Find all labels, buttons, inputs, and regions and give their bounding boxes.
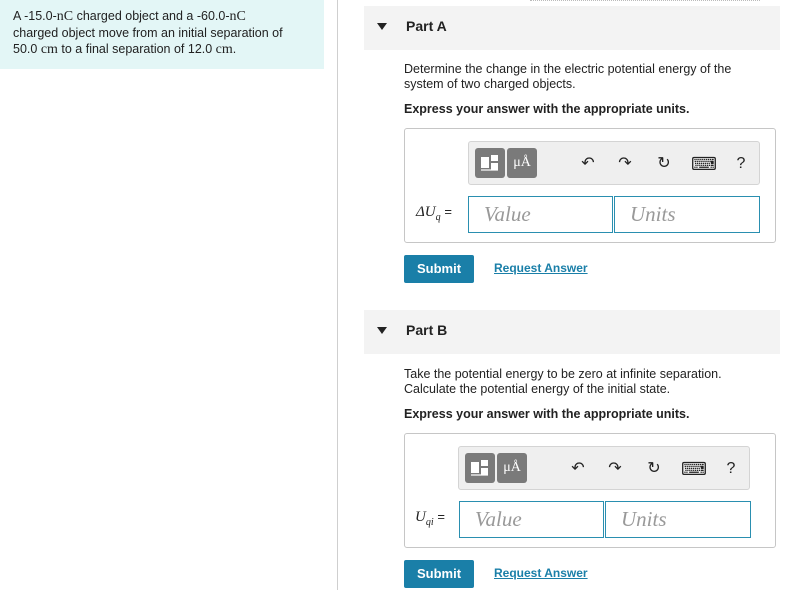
redo-icon[interactable]: ↷ xyxy=(618,155,632,172)
problem-text: 50.0 xyxy=(13,42,41,56)
part-b-header[interactable] xyxy=(364,310,780,354)
units-icon[interactable]: μÅ xyxy=(507,148,537,178)
unit-cm: cm xyxy=(40,42,58,57)
part-a-instruction: Express your answer with the appropriate units. xyxy=(404,102,690,116)
redo-icon[interactable]: ↷ xyxy=(608,460,622,477)
part-a-question: Determine the change in the electric potential energy of the system of two charged objects. xyxy=(404,62,732,91)
problem-text: to a final separation of 12.0 xyxy=(57,42,216,56)
part-b-instruction: Express your answer with the appropriate units. xyxy=(404,407,690,421)
equals-sign: = xyxy=(444,204,452,219)
part-a-lhs xyxy=(416,204,452,223)
part-b-lhs xyxy=(415,509,445,528)
value-input[interactable]: Value xyxy=(468,196,613,233)
problem-text: charged object move from an initial separation of xyxy=(13,26,283,40)
template-icon[interactable] xyxy=(465,453,495,483)
undo-icon[interactable]: ↶ xyxy=(581,155,595,172)
reset-icon[interactable]: ↻ xyxy=(657,155,671,172)
part-a-header[interactable] xyxy=(364,6,780,50)
request-answer-link[interactable]: Request Answer xyxy=(494,261,588,275)
unit-nc: nC xyxy=(229,9,246,24)
units-input[interactable]: Units xyxy=(614,196,760,233)
keyboard-icon[interactable]: ⌨ xyxy=(691,154,717,174)
problem-text: A -15.0- xyxy=(13,9,57,23)
keyboard-icon[interactable]: ⌨ xyxy=(681,459,707,479)
lhs-subscript: q xyxy=(435,212,441,223)
cropped-top-content xyxy=(530,0,760,4)
panel-divider xyxy=(337,0,338,590)
lhs-subscript: qi xyxy=(425,517,434,528)
problem-text: charged object and a -60.0- xyxy=(73,9,230,23)
lhs-symbol: U xyxy=(415,509,426,525)
template-icon[interactable] xyxy=(475,148,505,178)
help-icon[interactable]: ? xyxy=(736,155,746,172)
part-a-toolbar xyxy=(468,141,760,185)
part-a-answer-box xyxy=(404,128,776,243)
lhs-symbol: ΔU xyxy=(416,204,436,220)
units-input[interactable]: Units xyxy=(605,501,751,538)
problem-text: . xyxy=(232,42,237,56)
unit-nc: nC xyxy=(56,9,74,24)
part-b-question: Take the potential energy to be zero at infinite separation. Calculate the potential energy of the initial state. xyxy=(404,367,722,396)
submit-button[interactable]: Submit xyxy=(404,560,474,588)
submit-button[interactable]: Submit xyxy=(404,255,474,283)
help-icon[interactable]: ? xyxy=(726,460,736,477)
undo-icon[interactable]: ↶ xyxy=(571,460,585,477)
reset-icon[interactable]: ↻ xyxy=(647,460,661,477)
part-b-toolbar xyxy=(458,446,750,490)
caret-down-icon[interactable] xyxy=(377,327,387,334)
part-b-title: Part B xyxy=(406,322,448,338)
equals-sign: = xyxy=(437,509,445,524)
request-answer-link[interactable]: Request Answer xyxy=(494,566,588,580)
caret-down-icon[interactable] xyxy=(377,23,387,30)
unit-cm: cm xyxy=(215,42,233,57)
part-a-title: Part A xyxy=(406,18,447,34)
value-input[interactable]: Value xyxy=(459,501,604,538)
part-b-answer-box xyxy=(404,433,776,548)
problem-statement xyxy=(0,0,324,69)
units-icon[interactable]: μÅ xyxy=(497,453,527,483)
